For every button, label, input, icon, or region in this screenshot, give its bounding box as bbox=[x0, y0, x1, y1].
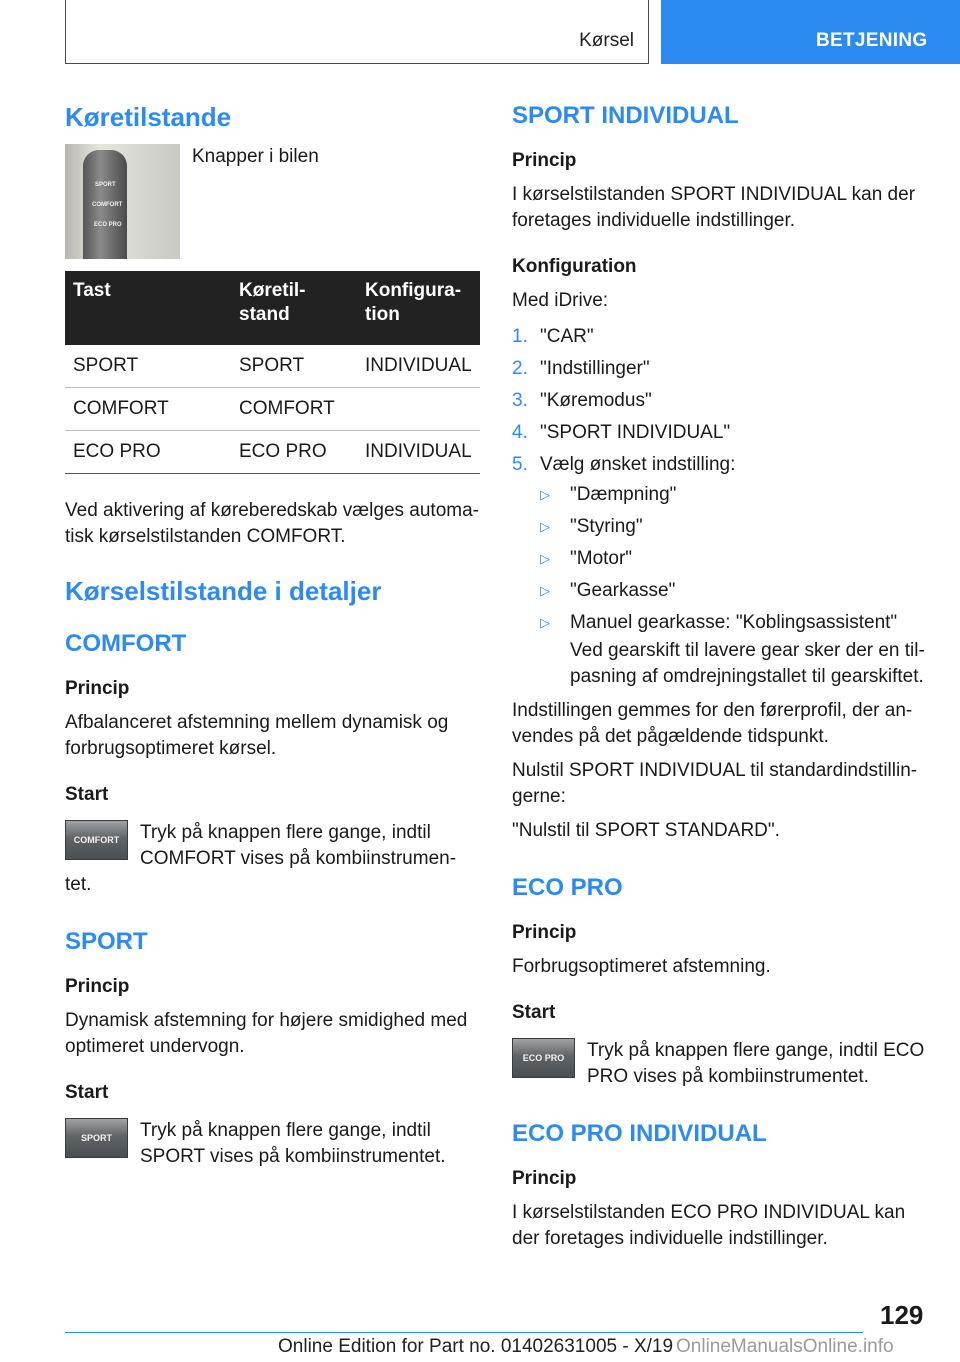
table-header-mode: Køretil- stand bbox=[231, 271, 357, 345]
step-number: 1. bbox=[512, 326, 528, 347]
step-number: 3. bbox=[512, 390, 528, 411]
eco-pro-start-text: Tryk på knappen flere gange, indtil ECO PRO vises på kombiinstrumentet. bbox=[587, 1040, 925, 1087]
eco-pro-start-row bbox=[512, 1038, 930, 1090]
step-number: 4. bbox=[512, 422, 528, 443]
comfort-principle-text: Afbalanceret afstemning mellem dynamisk og forbrugsoptimeret kørsel. bbox=[65, 712, 449, 759]
table-cell: INDIVIDUAL bbox=[357, 431, 480, 474]
step-number: 5. bbox=[512, 454, 528, 475]
triangle-bullet-icon: ▷ bbox=[540, 519, 550, 534]
sub-item-text: "Gearkasse" bbox=[570, 580, 676, 601]
sport-individual-principle-label: Princip bbox=[512, 150, 577, 171]
comfort-principle-label: Princip bbox=[65, 678, 130, 699]
comfort-start-text-cont: tet. bbox=[65, 874, 92, 895]
config-steps bbox=[512, 324, 930, 478]
list-item bbox=[540, 610, 930, 636]
sub-item-text: "Motor" bbox=[570, 548, 633, 569]
settings-sub-list bbox=[540, 482, 930, 636]
details-title: Kørselstilstande i detaljer bbox=[65, 576, 382, 606]
image-caption: Knapper i bilen bbox=[192, 146, 319, 167]
reset-value: "Nulstil til SPORT STANDARD". bbox=[512, 820, 780, 841]
sport-individual-principle-text: I kørselstilstanden SPORT INDIVIDUAL kan der foretages individuelle indstillinger. bbox=[512, 184, 916, 231]
sport-start-row bbox=[65, 1118, 482, 1170]
table-cell: ECO PRO bbox=[231, 431, 357, 474]
car-buttons-photo bbox=[65, 144, 180, 259]
table-header-config: Konfigura- tion bbox=[357, 271, 480, 345]
comfort-title: COMFORT bbox=[65, 630, 187, 657]
triangle-bullet-icon: ▷ bbox=[540, 487, 550, 502]
table-row bbox=[65, 431, 480, 474]
list-item bbox=[512, 452, 930, 478]
eco-pro-title: ECO PRO bbox=[512, 874, 623, 901]
list-item bbox=[512, 420, 930, 446]
eco-pro-principle-text: Forbrugsoptimeret afstemning. bbox=[512, 956, 771, 977]
header-section-title: Kørsel bbox=[579, 30, 634, 51]
list-item bbox=[540, 578, 930, 604]
table-header-key: Tast bbox=[65, 271, 231, 345]
photo-label-comfort: COMFORT bbox=[92, 202, 123, 208]
page-number: 129 bbox=[880, 1300, 924, 1330]
table-cell: SPORT bbox=[65, 345, 231, 388]
right-column bbox=[512, 100, 930, 1252]
left-column bbox=[65, 100, 482, 1170]
page-title: Køretilstande bbox=[65, 102, 232, 132]
photo-label-eco-pro: ECO PRO bbox=[94, 222, 122, 228]
buttons-figure bbox=[65, 144, 482, 259]
sub-item-text: "Styring" bbox=[570, 516, 643, 537]
table-cell: ECO PRO bbox=[65, 431, 231, 474]
sport-individual-title: SPORT INDIVIDUAL bbox=[512, 102, 739, 129]
footer-divider bbox=[65, 1332, 863, 1333]
sub-item-text: Manuel gearkasse: "Koblingsassistent" bbox=[570, 612, 898, 633]
step-text: "SPORT INDIVIDUAL" bbox=[540, 422, 731, 443]
table-cell: COMFORT bbox=[65, 388, 231, 431]
table-cell: INDIVIDUAL bbox=[357, 345, 480, 388]
list-item bbox=[540, 514, 930, 540]
list-item bbox=[540, 546, 930, 572]
table-cell: SPORT bbox=[231, 345, 357, 388]
step-number: 2. bbox=[512, 358, 528, 379]
comfort-button-icon: COMFORT bbox=[65, 820, 128, 860]
table-row bbox=[65, 388, 480, 431]
sport-principle-text: Dynamisk afstemning for højere smidighed med optimeret undervogn. bbox=[65, 1010, 468, 1057]
sport-start-label: Start bbox=[65, 1082, 109, 1103]
sport-start-text: Tryk på knappen flere gange, indtil SPORT vises på kombiinstrumentet. bbox=[140, 1120, 446, 1167]
config-label: Konfiguration bbox=[512, 256, 637, 277]
table-row bbox=[65, 345, 480, 388]
header-chapter-tab[interactable]: BETJENING bbox=[661, 0, 960, 64]
comfort-start-text: Tryk på knappen flere gange, indtil COMFORT vises på kombiinstrumen- bbox=[140, 822, 457, 869]
eco-pro-principle-label: Princip bbox=[512, 922, 577, 943]
gearshift-note: Ved gearskift til lavere gear sker der en til-pasning af omdrejningstallet til gearskiftet. bbox=[570, 640, 925, 687]
table-cell bbox=[357, 388, 480, 431]
table-cell: COMFORT bbox=[231, 388, 357, 431]
config-intro: Med iDrive: bbox=[512, 290, 609, 311]
step-text: "Indstillinger" bbox=[540, 358, 650, 379]
footer-brand-watermark: OnlineManualsOnline.info bbox=[676, 1336, 894, 1357]
triangle-bullet-icon: ▷ bbox=[540, 583, 550, 598]
list-item bbox=[512, 356, 930, 382]
eco-pro-individual-title: ECO PRO INDIVIDUAL bbox=[512, 1120, 767, 1147]
sport-title: SPORT bbox=[65, 928, 148, 955]
list-item bbox=[512, 388, 930, 414]
eco-pro-individual-principle-text: I kørselstilstanden ECO PRO INDIVIDUAL kan der foretages individuelle indstillinger. bbox=[512, 1202, 906, 1249]
triangle-bullet-icon: ▷ bbox=[540, 551, 550, 566]
step-text: "CAR" bbox=[540, 326, 594, 347]
eco-pro-individual-principle-label: Princip bbox=[512, 1168, 577, 1189]
reset-text: Nulstil SPORT INDIVIDUAL til standardindstillin-gerne: bbox=[512, 760, 918, 807]
photo-label-sport: SPORT bbox=[95, 182, 116, 188]
footer-edition: Online Edition for Part no. 01402631005 - X/19 bbox=[278, 1336, 674, 1357]
header-frame bbox=[65, 0, 649, 64]
activation-text: Ved aktivering af køreberedskab vælges automa-tisk kørselstilstanden COMFORT. bbox=[65, 500, 479, 547]
table-header-row bbox=[65, 271, 480, 345]
sub-item-text: "Dæmpning" bbox=[570, 484, 677, 505]
comfort-start-row bbox=[65, 820, 482, 872]
comfort-start-label: Start bbox=[65, 784, 109, 805]
sport-principle-label: Princip bbox=[65, 976, 130, 997]
triangle-bullet-icon: ▷ bbox=[540, 615, 550, 630]
eco-pro-button-icon: ECO PRO bbox=[512, 1038, 575, 1078]
step-text: "Køremodus" bbox=[540, 390, 652, 411]
eco-pro-start-label: Start bbox=[512, 1002, 556, 1023]
list-item bbox=[540, 482, 930, 508]
modes-table bbox=[65, 271, 480, 474]
step-text: Vælg ønsket indstilling: bbox=[540, 454, 736, 475]
list-item bbox=[512, 324, 930, 350]
profile-text: Indstillingen gemmes for den førerprofil, der an-vendes på det pågældende tidspunkt. bbox=[512, 700, 913, 747]
sport-button-icon: SPORT bbox=[65, 1118, 128, 1158]
